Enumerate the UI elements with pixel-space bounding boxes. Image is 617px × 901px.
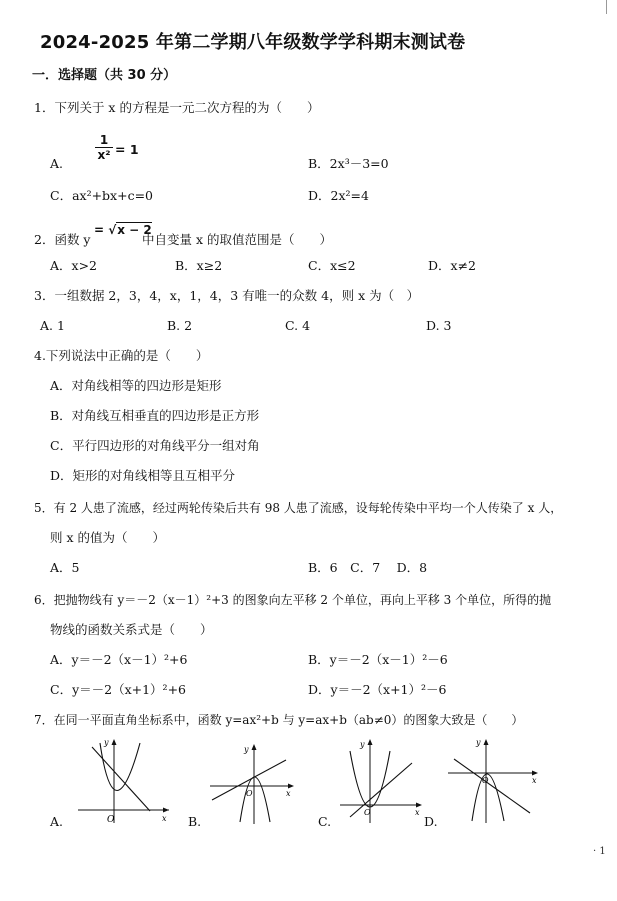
q7-option-c: C.: [318, 814, 332, 829]
q2-option-c: C．x≤2: [308, 258, 356, 273]
origin-label: O: [482, 776, 489, 785]
q4-option-a: A．对角线相等的四边形是矩形: [50, 378, 222, 393]
q1-fraction-numerator: 1: [99, 133, 109, 147]
line-graph: [92, 747, 150, 811]
q3-option-c: C. 4: [285, 318, 311, 333]
q3-option-b: B. 2: [167, 318, 193, 333]
y-axis-arrow-icon: [112, 739, 117, 745]
q7-stem: 7．在同一平面直角坐标系中，函数 y=ax²+b 与 y=ax+b（ab≠0）的图象大致是（ ）: [34, 713, 524, 727]
q6-stem-line1: 6．把抛物线有 y＝－2（x－1）²+3 的图象向左平移 2 个单位，再向上平移 3 个单位，所得的抛: [34, 593, 552, 607]
x-axis-arrow-icon: [416, 803, 422, 808]
q1-option-a-fraction: [95, 134, 113, 161]
origin-label: O: [246, 789, 253, 798]
q3-option-a: A. 1: [40, 318, 65, 333]
x-axis-arrow-icon: [163, 808, 169, 813]
q4-option-d: D．矩形的对角线相等且互相平分: [50, 468, 236, 483]
origin-label: O: [364, 808, 371, 817]
q1-stem: 1．下列关于 x 的方程是一元二次方程的为（ ）: [34, 100, 320, 115]
q5-options-bcd: B．6 C．7 D．8: [308, 560, 428, 575]
parabola-curve: [240, 777, 270, 822]
x-axis-arrow-icon: [532, 771, 538, 776]
sqrt-icon: √: [108, 223, 117, 237]
q7-option-a: A.: [50, 814, 64, 829]
page-corner-mark: [606, 0, 617, 14]
section-heading: 一．选择题（共 30 分）: [32, 68, 177, 83]
q6-option-d: D．y＝－2（x+1）²－6: [308, 682, 447, 697]
q4-stem: 4.下列说法中正确的是（ ）: [34, 348, 209, 363]
q2-option-b: B．x≥2: [175, 258, 223, 273]
y-axis-label: y: [360, 740, 365, 749]
q2-radicand: x − 2: [117, 223, 152, 237]
page-number: · 1: [593, 846, 606, 857]
y-axis-arrow-icon: [368, 739, 373, 745]
y-axis-label: y: [476, 738, 481, 747]
q5-stem-line2: 则 x 的值为（ ）: [50, 530, 165, 545]
x-axis-label: x: [532, 776, 537, 785]
q1-option-c: C．ax²+bx+c=0: [50, 188, 154, 203]
q1-option-a: A.: [50, 156, 64, 171]
q5-option-a: A．5: [50, 560, 80, 575]
q4-option-c: C．平行四边形的对角线平分一组对角: [50, 438, 260, 453]
x-axis-arrow-icon: [288, 784, 294, 789]
y-axis-label: y: [244, 745, 249, 754]
q2-option-d: D．x≠2: [428, 258, 476, 273]
q5-stem-line1: 5．有 2 人患了流感，经过两轮传染后共有 98 人患了流感，设每轮传染中平均一个人传染了 x 人，: [34, 501, 563, 515]
line-graph: [454, 759, 530, 813]
exam-title: 2024-2025 年第二学期八年级数学学科期末测试卷: [40, 32, 466, 53]
parabola-curve: [100, 743, 140, 791]
q6-stem-line2: 物线的函数关系式是（ ）: [50, 622, 213, 637]
q1-fraction-denominator: x²: [97, 148, 111, 162]
equals-sign: =: [94, 223, 105, 237]
q7-graph-c: [336, 733, 428, 825]
y-axis-label: y: [104, 738, 109, 747]
y-axis-arrow-icon: [484, 739, 489, 745]
q2-option-a: A．x>2: [50, 258, 98, 273]
q3-option-d: D. 3: [426, 318, 452, 333]
x-axis-label: x: [162, 814, 167, 823]
x-axis-label: x: [415, 808, 420, 817]
q1-option-d: D．2x²=4: [308, 188, 369, 203]
y-axis-arrow-icon: [252, 744, 257, 750]
q6-option-b: B．y＝－2（x－1）²－6: [308, 652, 448, 667]
origin-label: O: [107, 815, 115, 825]
q2-stem-start: 2．函数 y: [34, 232, 91, 247]
q7-option-d: D.: [424, 814, 438, 829]
q2-stem-end: 中自变量 x 的取值范围是（ ）: [142, 232, 332, 247]
q7-graph-d: [444, 733, 542, 825]
q1-option-b: B．2x³－3=0: [308, 156, 389, 171]
q7-graph-b: [206, 740, 298, 826]
q6-option-c: C．y＝－2（x+1）²+6: [50, 682, 186, 697]
q7-graph-a: [70, 733, 175, 825]
q4-option-b: B．对角线互相垂直的四边形是正方形: [50, 408, 260, 423]
q3-stem: 3．一组数据 2，3，4，x，1，4，3 有唯一的众数 4，则 x 为（ ）: [34, 288, 420, 303]
q1-option-a-rhs: = 1: [115, 142, 139, 157]
q6-option-a: A．y＝－2（x－1）²+6: [50, 652, 188, 667]
q7-option-b: B.: [188, 814, 202, 829]
x-axis-label: x: [286, 789, 291, 798]
